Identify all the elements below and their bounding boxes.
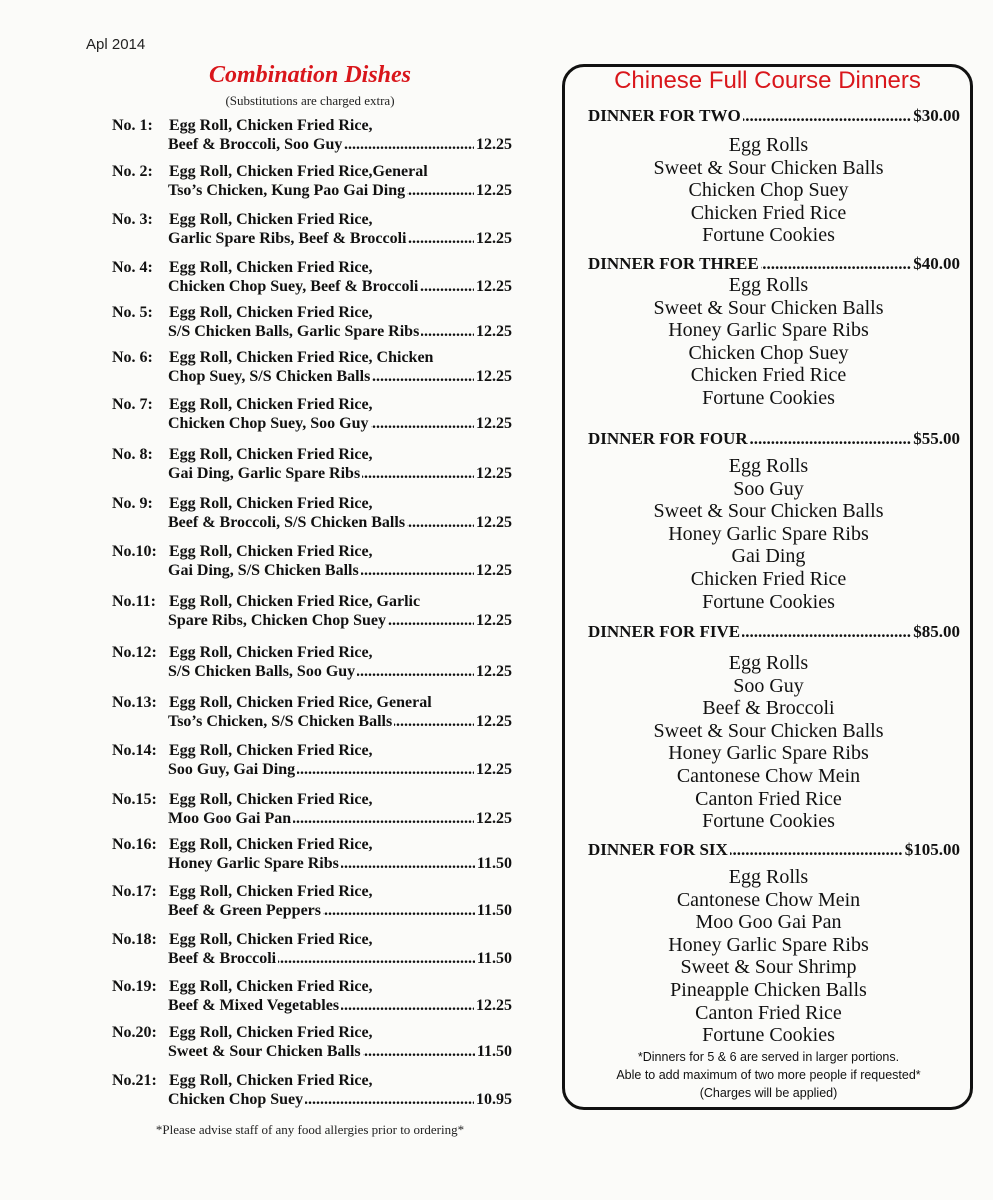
item-line1: Egg Roll, Chicken Fried Rice, [169,495,373,512]
item-number: No. 7: [112,396,153,413]
item-line2: Beef & Broccoli, Soo Guy [168,136,343,153]
dinner-items [566,652,971,833]
item-price: 12.25 [476,810,512,827]
item-line2-row [168,414,512,433]
item-line1: Egg Roll, Chicken Fried Rice, [169,543,373,560]
dinner-item: Egg Rolls [728,455,809,477]
dinner-item: Moo Goo Gai Pan [695,911,842,934]
item-line2: Beef & Green Peppers [168,902,321,919]
dinner-item: Honey Garlic Spare Ribs [668,742,869,765]
item-line1: Egg Roll, Chicken Fried Rice, [169,304,373,321]
panel-note [566,1048,971,1102]
item-price: 12.25 [476,230,512,247]
combination-subtitle: (Substitutions are charged extra) [225,93,395,108]
item-line2: Garlic Spare Ribs, Beef & Broccoli [168,230,407,247]
item-line2-row [168,712,512,731]
item-line1: Egg Roll, Chicken Fried Rice, [169,644,373,661]
item-price: 12.25 [476,323,512,340]
dinner-price: $40.00 [913,254,960,273]
item-line2-row [168,322,512,341]
item-number: No.18: [112,931,157,948]
dinner-item: Honey Garlic Spare Ribs [668,319,869,342]
item-number: No.14: [112,742,157,759]
full-course-title: Chinese Full Course Dinners [614,67,921,94]
item-line2: Beef & Mixed Vegetables [168,997,340,1014]
allergy-footnote: *Please advise staff of any food allergies prior to ordering* [155,1122,465,1137]
dinner-item: Egg Rolls [728,274,809,296]
item-line1: Egg Roll, Chicken Fried Rice, [169,931,373,948]
dinner-items [566,134,971,247]
dinner-item: Beef & Broccoli [702,697,835,720]
item-price: 11.50 [476,1043,512,1060]
item-price: 12.25 [476,465,512,482]
dinner-name: DINNER FOR FOUR [588,429,748,448]
item-line2: Soo Guy, Gai Ding [168,761,296,778]
dinner-name: DINNER FOR SIX [588,840,728,859]
dinner-item: Cantonese Chow Mein [676,764,861,787]
dinner-item: Chicken Fried Rice [690,364,847,387]
item-number: No.10: [112,543,157,560]
item-number: No. 9: [112,495,153,512]
combination-title: Combination Dishes [208,62,412,88]
item-line2: Tso’s Chicken, Kung Pao Gai Ding [168,182,406,199]
item-line1: Egg Roll, Chicken Fried Rice, [169,1072,373,1089]
panel-note-line: *Dinners for 5 & 6 are served in larger portions. [637,1050,900,1064]
item-line1: Egg Roll, Chicken Fried Rice, [169,117,373,134]
menu-date: Apl 2014 [86,36,146,53]
item-line2: Gai Ding, Garlic Spare Ribs [168,465,361,482]
item-price: 12.25 [476,562,512,579]
item-line2: Honey Garlic Spare Ribs [168,855,339,872]
dinner-items [566,866,971,1047]
dinner-item: Sweet & Sour Chicken Balls [653,719,884,742]
item-line2: Sweet & Sour Chicken Balls [168,1043,361,1060]
item-line2-row [168,760,512,779]
dinner-name: DINNER FOR FIVE [588,622,741,641]
item-number: No.12: [112,644,157,661]
item-price: 10.95 [476,1091,512,1108]
item-line1: Egg Roll, Chicken Fried Rice, Chicken [169,349,434,366]
item-number: No.15: [112,791,157,808]
item-line2-row [168,135,512,154]
dinner-item: Sweet & Sour Shrimp [680,956,857,979]
dinner-item: Fortune Cookies [702,590,835,613]
item-line2-row [168,1090,512,1109]
panel-note-line: Able to add maximum of two more people if requested* [616,1068,921,1082]
item-line2-row [168,662,512,681]
dinner-item: Pineapple Chicken Balls [670,978,867,1001]
item-line2: Spare Ribs, Chicken Chop Suey [168,612,386,629]
dinner-heading [588,429,960,449]
dinner-item: Soo Guy [733,674,804,697]
dinner-price: $105.00 [904,840,960,859]
item-number: No. 2: [112,163,153,180]
dinner-item: Canton Fried Rice [695,1001,842,1024]
item-line1: Egg Roll, Chicken Fried Rice, [169,259,373,276]
item-line1: Egg Roll, Chicken Fried Rice, [169,742,373,759]
item-line2-row [168,1042,512,1061]
dinner-item: Canton Fried Rice [695,787,842,810]
item-price: 12.25 [476,713,512,730]
item-price: 12.25 [476,278,512,295]
panel-note-line: (Charges will be applied) [699,1086,838,1100]
item-line2: Moo Goo Gai Pan [168,810,292,827]
item-line1: Egg Roll, Chicken Fried Rice, [169,791,373,808]
item-price: 11.50 [476,950,512,967]
item-line2: S/S Chicken Balls, Garlic Spare Ribs [168,323,420,340]
item-number: No.11: [112,593,156,610]
item-line1: Egg Roll, Chicken Fried Rice, [169,978,373,995]
item-number: No.19: [112,978,157,995]
dinner-item: Chicken Chop Suey [688,179,849,202]
item-line1: Egg Roll, Chicken Fried Rice, [169,836,373,853]
item-price: 12.25 [476,136,512,153]
item-line2-row [168,464,512,483]
item-line1: Egg Roll, Chicken Fried Rice, [169,446,373,463]
dinner-name: DINNER FOR TWO [588,106,741,125]
item-price: 12.25 [476,612,512,629]
dinner-heading [588,254,960,274]
dinner-item: Fortune Cookies [702,810,835,833]
item-price: 12.25 [476,761,512,778]
dinner-item: Fortune Cookies [702,1024,835,1047]
item-number: No.20: [112,1024,157,1041]
item-line2: S/S Chicken Balls, Soo Guy [168,663,356,680]
dinner-item: Chicken Chop Suey [688,341,849,364]
dinner-heading [588,106,960,126]
item-price: 12.25 [476,997,512,1014]
item-line2-row [168,996,512,1015]
item-line2-row [168,513,512,532]
dinner-item: Sweet & Sour Chicken Balls [653,156,884,179]
item-line1: Egg Roll, Chicken Fried Rice, [169,396,373,413]
item-line2-row [168,949,512,968]
item-line1: Egg Roll, Chicken Fried Rice, General [169,694,432,711]
item-price: 12.25 [476,182,512,199]
dinner-item: Chicken Fried Rice [690,567,847,590]
dinner-item: Fortune Cookies [702,224,835,247]
dinner-item: Cantonese Chow Mein [676,888,861,911]
dinner-item: Fortune Cookies [702,386,835,409]
dinner-item: Soo Guy [733,477,804,500]
item-line2: Chicken Chop Suey, Beef & Broccoli [168,278,419,295]
item-number: No. 4: [112,259,153,276]
dinner-price: $30.00 [913,106,960,125]
dinner-items [566,274,971,410]
item-line2-row [168,809,512,828]
item-price: 12.25 [476,368,512,385]
item-line2-row [168,367,512,386]
dinner-item: Honey Garlic Spare Ribs [668,933,869,956]
item-number: No. 3: [112,211,153,228]
item-line2-row [168,277,512,296]
item-price: 12.25 [476,663,512,680]
item-number: No.17: [112,883,157,900]
dinner-price: $55.00 [913,429,960,448]
dinner-price: $85.00 [913,622,960,641]
item-line1: Egg Roll, Chicken Fried Rice, [169,883,373,900]
dinner-heading [588,840,960,860]
dinner-item: Egg Rolls [728,134,809,156]
dinner-item: Honey Garlic Spare Ribs [668,522,869,545]
item-line2-row [168,901,512,920]
item-line2: Chop Suey, S/S Chicken Balls [168,368,371,385]
item-line2-row [168,229,512,248]
item-line2-row [168,181,512,200]
dinner-item: Chicken Fried Rice [690,201,847,224]
item-price: 11.50 [476,902,512,919]
item-price: 12.25 [476,514,512,531]
dinner-items [566,455,971,613]
item-line2: Beef & Broccoli [168,950,277,967]
item-price: 12.25 [476,415,512,432]
item-number: No. 8: [112,446,153,463]
item-line2: Chicken Chop Suey, Soo Guy [168,415,369,432]
item-line2-row [168,561,512,580]
item-price: 11.50 [476,855,512,872]
item-number: No.21: [112,1072,157,1089]
item-line1: Egg Roll, Chicken Fried Rice, [169,211,373,228]
dinner-item: Sweet & Sour Chicken Balls [653,500,884,523]
item-number: No. 5: [112,304,153,321]
item-line2-row [168,611,512,630]
item-line2-row [168,854,512,873]
item-number: No. 1: [112,117,153,134]
item-line2: Chicken Chop Suey [168,1091,304,1108]
dinner-item: Egg Rolls [728,866,809,888]
item-line1: Egg Roll, Chicken Fried Rice, Garlic [169,593,421,610]
item-number: No.16: [112,836,157,853]
dinner-name: DINNER FOR THREE [588,254,759,273]
dinner-item: Egg Rolls [728,652,809,674]
item-number: No. 6: [112,349,153,366]
item-line2: Beef & Broccoli, S/S Chicken Balls [168,514,406,531]
item-line1: Egg Roll, Chicken Fried Rice,General [169,163,428,180]
item-number: No.13: [112,694,157,711]
item-line2: Tso’s Chicken, S/S Chicken Balls [168,713,393,730]
item-line1: Egg Roll, Chicken Fried Rice, [169,1024,373,1041]
item-line2: Gai Ding, S/S Chicken Balls [168,562,359,579]
dinner-heading [588,622,960,642]
dinner-item: Gai Ding [731,545,806,568]
dinner-item: Sweet & Sour Chicken Balls [653,296,884,319]
